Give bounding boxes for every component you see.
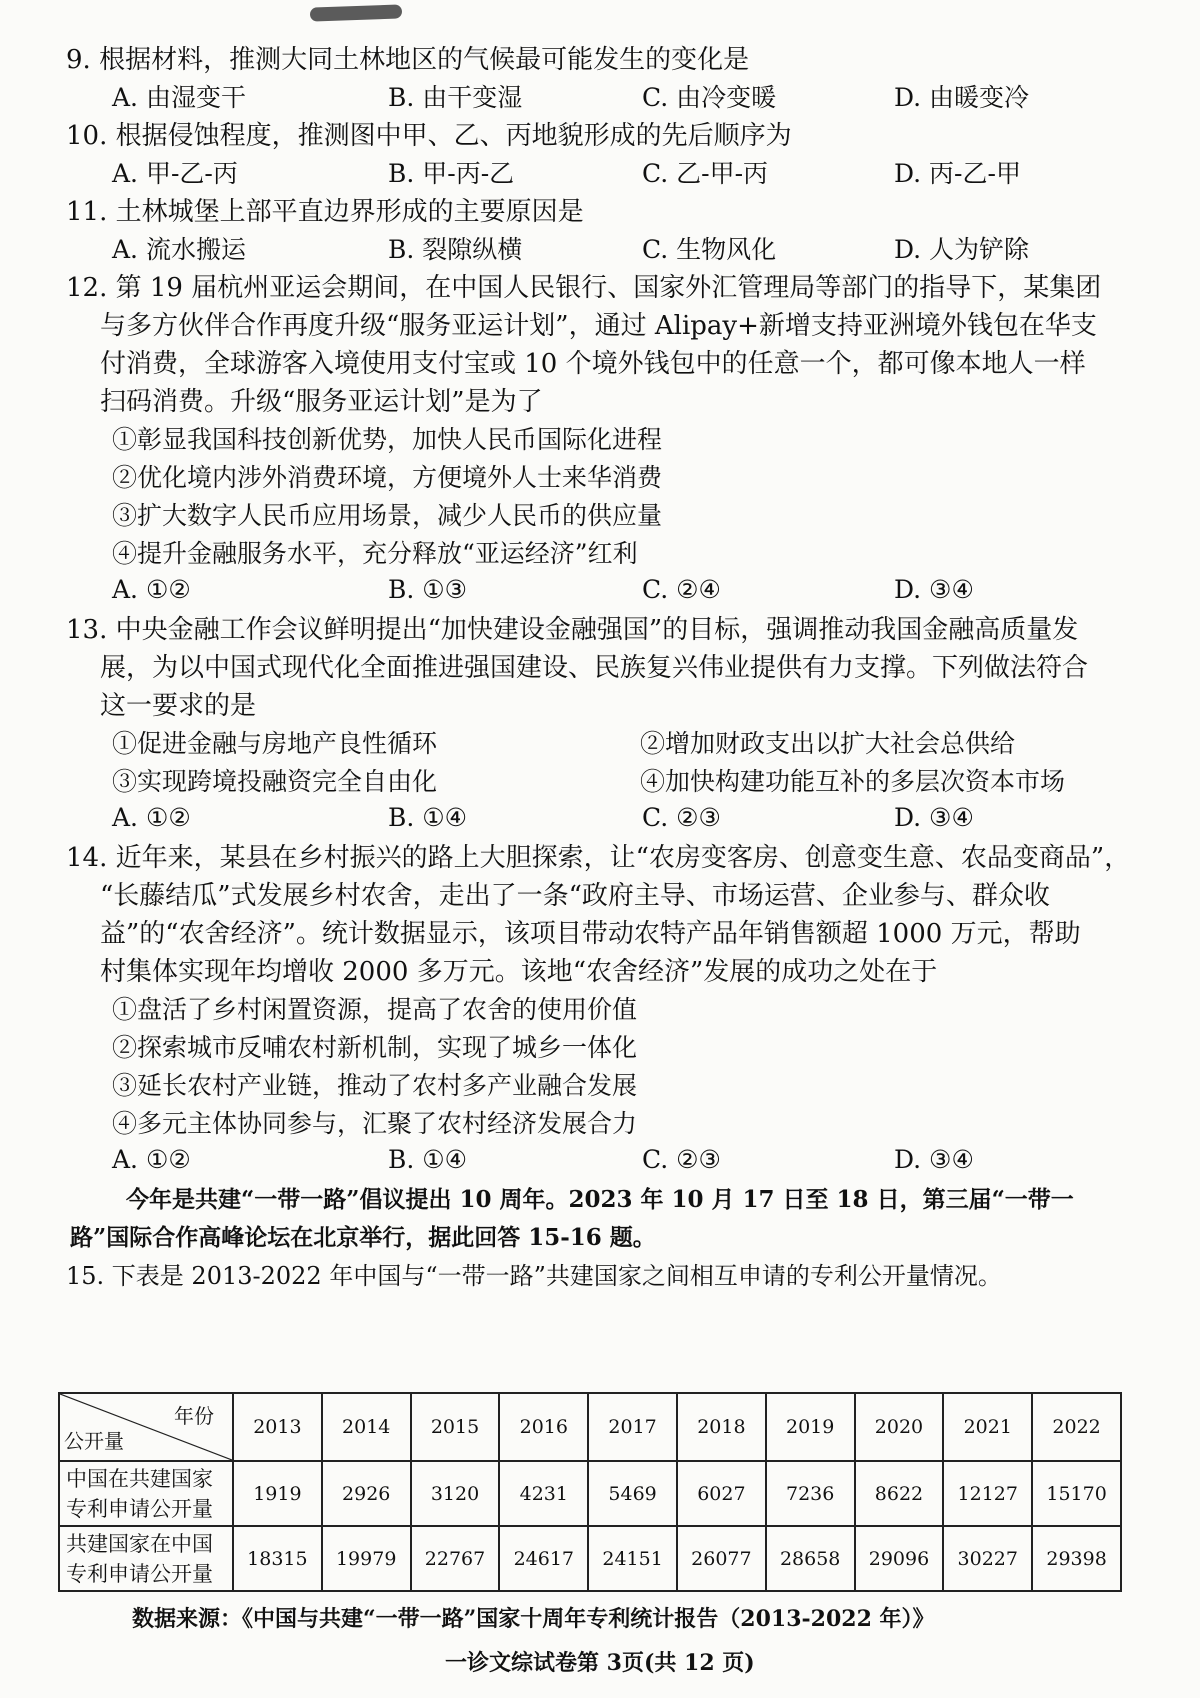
q14-option-d: D. ③④ [894,1145,974,1174]
q13-statement-2: ②增加财政支出以扩大社会总供给 [640,729,1016,758]
value-cell: 28658 [766,1526,855,1591]
q12-option-b: B. ①③ [388,575,468,604]
q14-option-a: A. ①② [112,1145,191,1174]
q12-statement-2: ②优化境内涉外消费环境，方便境外人士来华消费 [112,463,663,492]
q11-option-b: B. 裂隙纵横 [388,235,523,264]
value-cell: 8622 [855,1461,944,1526]
value-cell: 15170 [1032,1461,1121,1526]
row-label-line: 共建国家在中国 [66,1531,213,1556]
q11-stem: 11. 土林城堡上部平直边界形成的主要原因是 [66,197,584,227]
q10-option-a: A. 甲-乙-丙 [112,159,238,188]
row-label-china [59,1461,233,1526]
value-cell: 1919 [233,1461,322,1526]
year-cell: 2014 [322,1393,411,1461]
year-cell: 2021 [943,1393,1032,1461]
q14-line-2: “长藤结瓜”式发展乡村农舍，走出了一条“政府主导、市场运营、企业参与、群众收 [100,881,1050,911]
q10-options [112,154,1112,194]
intro-line-1: 今年是共建“一带一路”倡议提出 10 周年。2023 年 10 月 17 日至 18 日，第三届“一带一 [126,1186,1074,1213]
page-footer: 一诊文综试卷第 3页(共 12 页) [445,1650,755,1676]
value-cell: 22767 [411,1526,500,1591]
q12-option-c: C. ②④ [642,575,721,604]
q12-line-2: 与多方伙伴合作再度升级“服务亚运计划”，通过 Alipay+新增支持亚洲境外钱包在华支 [100,311,1097,341]
q9-options [112,78,1112,118]
q14-statement-4: ④多元主体协同参与，汇聚了农村经济发展合力 [112,1109,638,1138]
q11-option-d: D. 人为铲除 [894,235,1030,264]
value-cell: 26077 [677,1526,766,1591]
q14-options [112,1140,1112,1180]
q12-option-a: A. ①② [112,575,191,604]
value-cell: 30227 [943,1526,1032,1591]
q13-option-b: B. ①④ [388,803,468,832]
q13-line-1: 13. 中央金融工作会议鲜明提出“加快建设金融强国”的目标，强调推动我国金融高质量发 [66,615,1079,645]
q13-statement-1: ①促进金融与房地产良性循环 [112,729,438,758]
q9-stem: 9. 根据材料，推测大同土林地区的气候最可能发生的变化是 [66,45,750,75]
q9-option-c: C. 由冷变暖 [642,83,777,112]
q10-option-b: B. 甲-丙-乙 [388,159,515,188]
table-row [59,1461,1121,1526]
q13-options [112,798,1112,838]
q11-option-c: C. 生物风化 [642,235,777,264]
q12-statement-1: ①彰显我国科技创新优势，加快人民币国际化进程 [112,425,663,454]
q12-option-d: D. ③④ [894,575,974,604]
q12-line-4: 扫码消费。升级“服务亚运计划”是为了 [100,387,543,417]
q11-options [112,230,1112,270]
row-label-line: 专利申请公开量 [66,1561,213,1586]
year-cell: 2015 [411,1393,500,1461]
value-cell: 19979 [322,1526,411,1591]
q14-statement-2: ②探索城市反哺农村新机制，实现了城乡一体化 [112,1033,638,1062]
q10-stem: 10. 根据侵蚀程度，推测图中甲、乙、丙地貌形成的先后顺序为 [66,121,792,151]
year-cell: 2022 [1032,1393,1121,1461]
q12-line-1: 12. 第 19 届杭州亚运会期间，在中国人民银行、国家外汇管理局等部门的指导下，某集团 [66,273,1102,303]
row-label-line: 专利申请公开量 [66,1496,213,1521]
value-cell: 18315 [233,1526,322,1591]
q12-statement-3: ③扩大数字人民币应用场景，减少人民币的供应量 [112,501,663,530]
q13-option-c: C. ②③ [642,803,721,832]
patent-table [58,1392,1122,1592]
q13-line-2: 展，为以中国式现代化全面推进强国建设、民族复兴伟业提供有力支撑。下列做法符合 [100,653,1089,683]
value-cell: 29096 [855,1526,944,1591]
q13-statement-3: ③实现跨境投融资完全自由化 [112,767,438,796]
q9-option-b: B. 由干变湿 [388,83,523,112]
row-label-line: 中国在共建国家 [66,1466,213,1491]
q11-option-a: A. 流水搬运 [112,235,246,264]
q9-option-a: A. 由湿变干 [112,83,246,112]
ink-scribble [310,4,402,21]
intro-line-2: 路”国际合作高峰论坛在北京举行，据此回答 15-16 题。 [70,1224,656,1251]
year-cell: 2016 [499,1393,588,1461]
q12-line-3: 付消费，全球游客入境使用支付宝或 10 个境外钱包中的任意一个，都可像本地人一样 [100,349,1086,379]
q15-stem: 15. 下表是 2013-2022 年中国与“一带一路”共建国家之间相互申请的专利公开量情况。 [66,1262,1002,1290]
q14-line-4: 村集体实现年均增收 2000 多万元。该地“农舍经济”发展的成功之处在于 [100,957,938,987]
value-cell: 7236 [766,1461,855,1526]
table-header-row [59,1393,1121,1461]
value-cell: 24151 [588,1526,677,1591]
q13-statement-4: ④加快构建功能互补的多层次资本市场 [640,767,1066,796]
value-cell: 12127 [943,1461,1032,1526]
year-cell: 2017 [588,1393,677,1461]
table-corner-header [59,1393,233,1461]
value-cell: 4231 [499,1461,588,1526]
q14-statement-3: ③延长农村产业链，推动了农村多产业融合发展 [112,1071,638,1100]
row-label-partners [59,1526,233,1591]
value-cell: 24617 [499,1526,588,1591]
value-cell: 3120 [411,1461,500,1526]
q12-options [112,570,1112,610]
q13-option-d: D. ③④ [894,803,974,832]
q10-option-c: C. 乙-甲-丙 [642,159,769,188]
table-row [59,1526,1121,1591]
q14-line-1: 14. 近年来，某县在乡村振兴的路上大胆探索，让“农房变客房、创意变生意、农品变商品”， [66,843,1131,873]
q12-statement-4: ④提升金融服务水平，充分释放“亚运经济”红利 [112,539,638,568]
q14-line-3: 益”的“农舍经济”。统计数据显示，该项目带动农特产品年销售额超 1000 万元，帮助 [100,919,1081,949]
year-cell: 2020 [855,1393,944,1461]
q13-option-a: A. ①② [112,803,191,832]
year-cell: 2013 [233,1393,322,1461]
header-year-label: 年份 [174,1404,214,1428]
value-cell: 29398 [1032,1526,1121,1591]
value-cell: 2926 [322,1461,411,1526]
q14-option-c: C. ②③ [642,1145,721,1174]
q14-statement-1: ①盘活了乡村闲置资源，提高了农舍的使用价值 [112,995,638,1024]
data-source: 数据来源：《中国与共建“一带一路”国家十周年专利统计报告（2013-2022 年）》 [132,1606,935,1632]
q9-option-d: D. 由暖变冷 [894,83,1030,112]
header-count-label: 公开量 [64,1429,124,1453]
value-cell: 6027 [677,1461,766,1526]
q10-option-d: D. 丙-乙-甲 [894,159,1021,188]
q13-line-3: 这一要求的是 [100,691,257,721]
value-cell: 5469 [588,1461,677,1526]
year-cell: 2019 [766,1393,855,1461]
year-cell: 2018 [677,1393,766,1461]
q14-option-b: B. ①④ [388,1145,468,1174]
